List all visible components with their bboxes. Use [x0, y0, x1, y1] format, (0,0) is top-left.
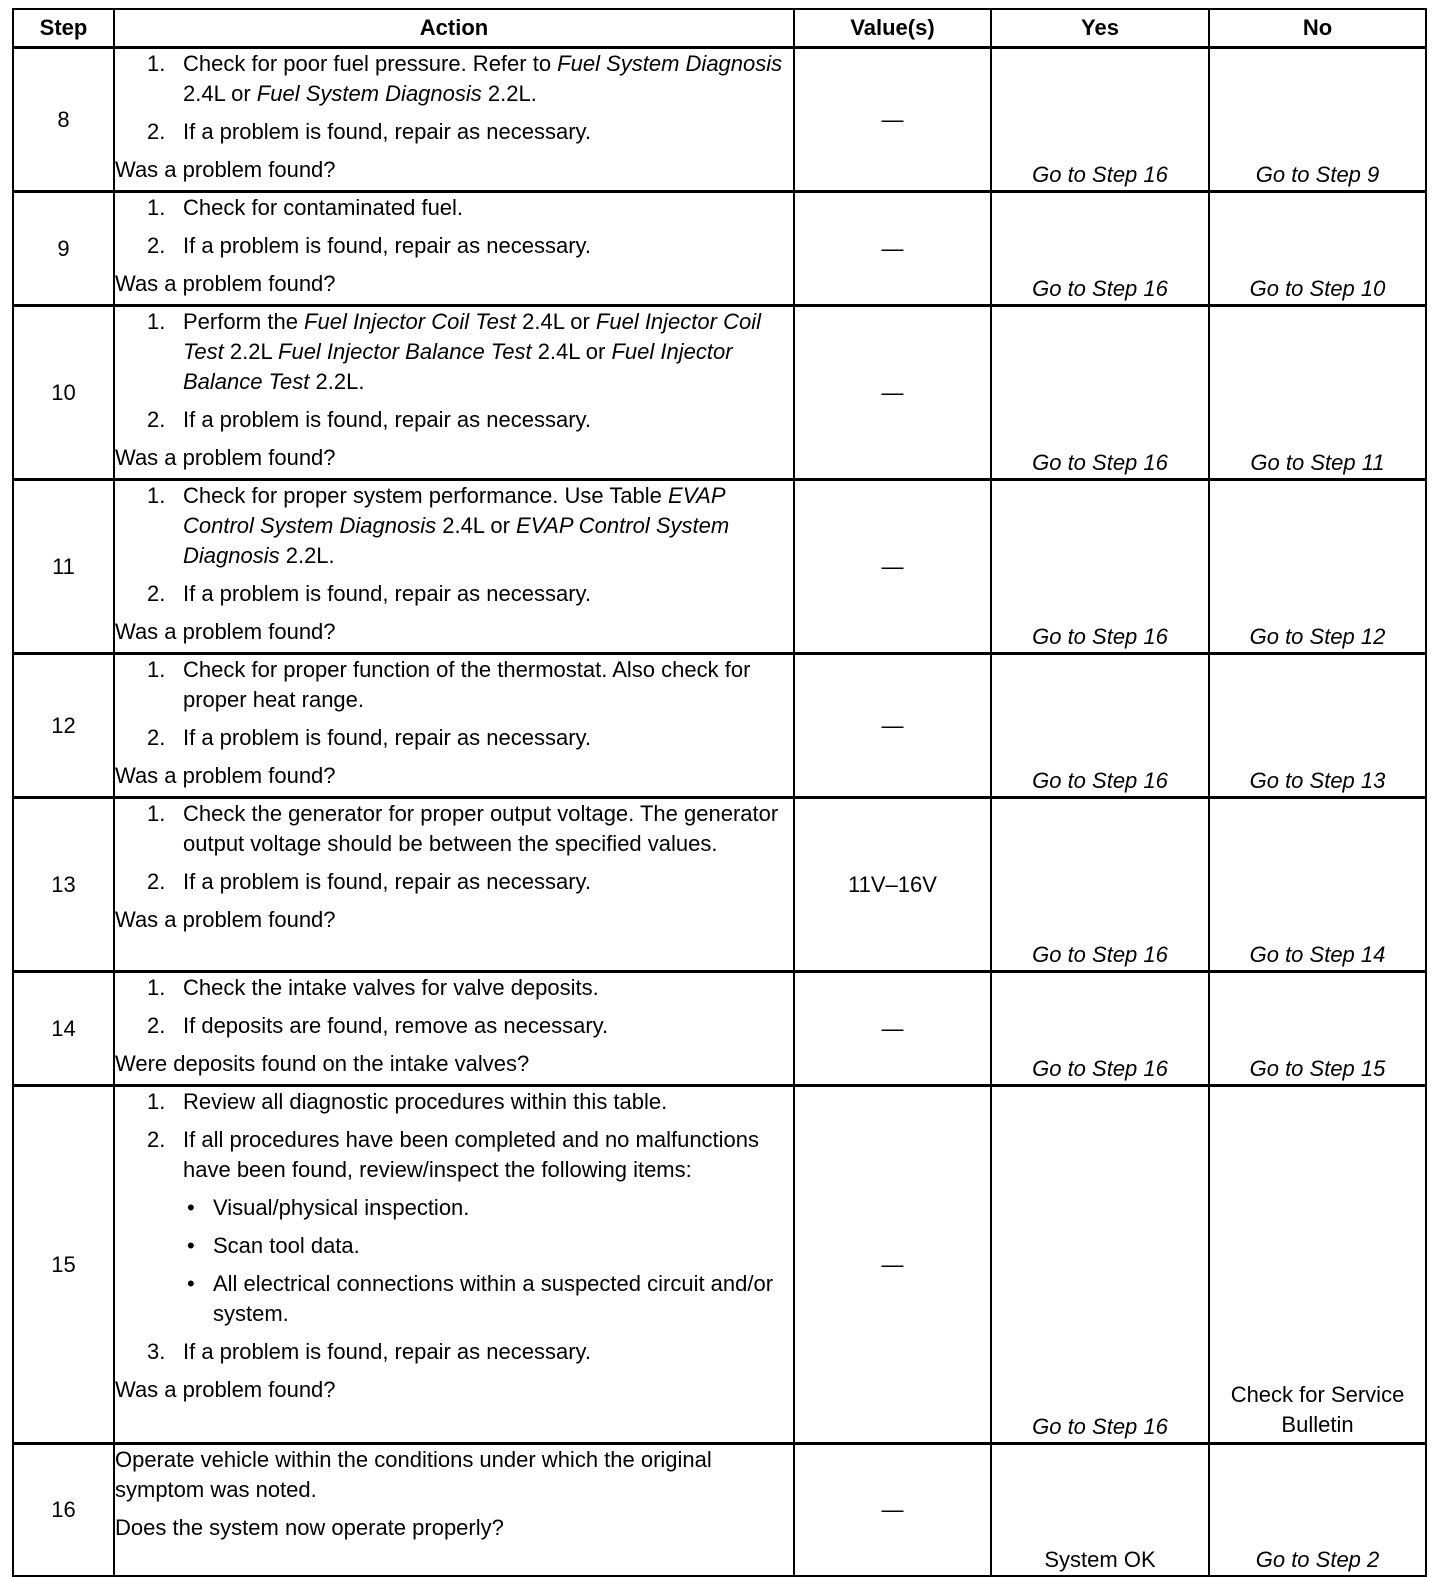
action-cell [114, 798, 794, 972]
action-step [115, 1087, 793, 1117]
action-step-number: 1. [147, 801, 166, 826]
procedure-reference: Fuel Injector Balance Test [183, 339, 733, 394]
action-step-number: 3. [147, 1339, 166, 1364]
step-number: 10 [13, 306, 114, 480]
value-cell: — [794, 654, 991, 798]
action-step [115, 1337, 793, 1367]
action-step-text [183, 51, 782, 106]
action-step-number: 1. [147, 975, 166, 1000]
action-step-number: 1. [147, 195, 166, 220]
table-row [13, 1444, 1426, 1576]
yes-result: Go to Step 16 [991, 480, 1209, 654]
text-fragment: If a problem is found, repair as necessary. [183, 119, 592, 144]
text-fragment: Check for contaminated fuel. [183, 195, 464, 220]
action-step-number: 1. [147, 309, 166, 334]
step-number: 11 [13, 480, 114, 654]
action-step [115, 307, 793, 397]
bullet-icon: • [187, 1271, 195, 1296]
action-step-text [183, 1339, 591, 1364]
action-question: Were deposits found on the intake valves? [115, 1051, 530, 1076]
diagnostic-table [12, 8, 1427, 1577]
action-step-text [183, 1013, 608, 1038]
step-number: 8 [13, 48, 114, 192]
action-step [115, 1125, 793, 1185]
text-fragment: If a problem is found, repair as necessary. [183, 869, 592, 894]
action-step [115, 1011, 793, 1041]
text-fragment: If a problem is found, repair as necessary. [183, 407, 592, 432]
header-no: No [1209, 9, 1426, 48]
inspection-item [115, 1193, 793, 1223]
action-step [115, 405, 793, 435]
action-step [115, 49, 793, 109]
action-step-number: 2. [147, 1013, 166, 1038]
action-step-text [183, 195, 463, 220]
action-step-number: 1. [147, 657, 166, 682]
value-cell: — [794, 1444, 991, 1576]
action-question: Was a problem found? [115, 763, 336, 788]
action-cell [114, 654, 794, 798]
header-yes: Yes [991, 9, 1209, 48]
yes-result: Go to Step 16 [991, 798, 1209, 972]
inspection-item-text: All electrical connections within a suspected circuit and/or system. [213, 1271, 774, 1326]
action-step-number: 2. [147, 869, 166, 894]
text-fragment: If a problem is found, repair as necessary. [183, 233, 592, 258]
table-row [13, 48, 1426, 192]
action-cell [114, 1086, 794, 1444]
yes-result: Go to Step 16 [991, 192, 1209, 306]
table-row [13, 306, 1426, 480]
header-action: Action [114, 9, 794, 48]
step-number: 13 [13, 798, 114, 972]
value-cell: — [794, 48, 991, 192]
step-number: 15 [13, 1086, 114, 1444]
text-fragment: If a problem is found, repair as necessary. [183, 581, 592, 606]
action-question: Was a problem found? [115, 1377, 336, 1402]
action-step-number: 2. [147, 581, 166, 606]
action-cell [114, 306, 794, 480]
yes-result: Go to Step 16 [991, 654, 1209, 798]
text-fragment: 2.4L or [516, 309, 596, 334]
action-step [115, 723, 793, 753]
text-fragment: Perform the [183, 309, 305, 334]
bullet-icon: • [187, 1195, 195, 1220]
action-step-number: 2. [147, 119, 166, 144]
no-result: Go to Step 15 [1209, 972, 1426, 1086]
action-cell [114, 480, 794, 654]
action-step-number: 2. [147, 725, 166, 750]
no-result: Go to Step 2 [1209, 1444, 1426, 1576]
action-step [115, 799, 793, 859]
action-question: Was a problem found? [115, 157, 336, 182]
yes-result: Go to Step 16 [991, 306, 1209, 480]
yes-result: Go to Step 16 [991, 1086, 1209, 1444]
text-fragment: 2.2L. [481, 81, 537, 106]
action-step [115, 655, 793, 715]
table-body [13, 48, 1426, 1576]
action-step-number: 2. [147, 1127, 166, 1152]
text-fragment: 2.4L or [436, 513, 517, 538]
table-row [13, 1086, 1426, 1444]
action-text: Operate vehicle within the conditions under which the original symptom was noted. [115, 1447, 712, 1502]
action-question: Was a problem found? [115, 907, 336, 932]
action-step [115, 973, 793, 1003]
value-cell: — [794, 972, 991, 1086]
action-step [115, 867, 793, 897]
action-cell [114, 972, 794, 1086]
action-step-text [183, 975, 599, 1000]
value-cell: — [794, 306, 991, 480]
text-fragment: Review all diagnostic procedures within this table. [183, 1089, 668, 1114]
text-fragment: Check for proper function of the thermostat. Also check for proper heat range. [183, 657, 751, 712]
action-step-text [183, 483, 729, 568]
procedure-reference: Fuel Injector Coil Test [304, 309, 516, 334]
table-row [13, 480, 1426, 654]
action-step-number: 1. [147, 51, 166, 76]
value-cell: — [794, 480, 991, 654]
action-step-number: 1. [147, 1089, 166, 1114]
no-result: Go to Step 12 [1209, 480, 1426, 654]
action-step-number: 1. [147, 483, 166, 508]
text-fragment: Check the intake valves for valve deposits. [183, 975, 599, 1000]
header-step: Step [13, 9, 114, 48]
action-cell [114, 192, 794, 306]
bullet-icon: • [187, 1233, 195, 1258]
text-fragment: If all procedures have been completed and no malfunctions have been found, review/inspect the following items: [183, 1127, 760, 1182]
no-result: Go to Step 10 [1209, 192, 1426, 306]
action-question: Does the system now operate properly? [115, 1515, 504, 1540]
value-cell: — [794, 192, 991, 306]
yes-result: Go to Step 16 [991, 48, 1209, 192]
step-number: 16 [13, 1444, 114, 1576]
yes-result: Go to Step 16 [991, 972, 1209, 1086]
table-row [13, 192, 1426, 306]
yes-result: System OK [991, 1444, 1209, 1576]
text-fragment: If deposits are found, remove as necessary. [183, 1013, 609, 1038]
no-result: Go to Step 11 [1209, 306, 1426, 480]
action-step [115, 193, 793, 223]
action-step-text [183, 119, 591, 144]
action-step-text [183, 233, 591, 258]
header-values: Value(s) [794, 9, 991, 48]
action-step-text [183, 801, 778, 856]
inspection-item-text: Visual/physical inspection. [213, 1195, 470, 1220]
step-number: 12 [13, 654, 114, 798]
action-step-text [183, 1089, 667, 1114]
action-step-text [183, 1127, 759, 1182]
table-row [13, 798, 1426, 972]
text-fragment: 2.4L or [183, 81, 257, 106]
no-result: Go to Step 9 [1209, 48, 1426, 192]
action-step-text [183, 309, 761, 394]
inspection-item [115, 1231, 793, 1261]
text-fragment: Check the generator for proper output voltage. The generator output voltage should be between the specified values. [183, 801, 779, 856]
action-step-text [183, 657, 750, 712]
action-cell [114, 48, 794, 192]
step-number: 9 [13, 192, 114, 306]
inspection-item-text: Scan tool data. [213, 1233, 360, 1258]
procedure-reference: Fuel System Diagnosis [557, 51, 783, 76]
no-result: Go to Step 13 [1209, 654, 1426, 798]
text-fragment: 2.2L. [309, 369, 365, 394]
procedure-reference: Fuel Injector Balance Test [278, 339, 532, 364]
text-fragment: 2.2L [223, 339, 279, 364]
inspection-item [115, 1269, 793, 1329]
action-step [115, 579, 793, 609]
procedure-reference: Fuel Injector Coil Test [183, 309, 761, 364]
action-step-text [183, 725, 591, 750]
step-number: 14 [13, 972, 114, 1086]
action-question: Was a problem found? [115, 619, 336, 644]
action-step-number: 2. [147, 233, 166, 258]
text-fragment: If a problem is found, repair as necessary. [183, 1339, 592, 1364]
action-question: Was a problem found? [115, 445, 336, 470]
action-cell [114, 1444, 794, 1576]
action-step-text [183, 581, 591, 606]
table-row [13, 972, 1426, 1086]
action-step-number: 2. [147, 407, 166, 432]
action-step-text [183, 407, 591, 432]
no-result: Go to Step 14 [1209, 798, 1426, 972]
text-fragment: Check for proper system performance. Use Table [183, 483, 669, 508]
text-fragment: Check for poor fuel pressure. Refer to [183, 51, 558, 76]
action-step [115, 231, 793, 261]
table-row [13, 654, 1426, 798]
procedure-reference: EVAP Control System Diagnosis [183, 483, 725, 538]
value-cell: 11V–16V [794, 798, 991, 972]
text-fragment: 2.4L or [531, 339, 612, 364]
procedure-reference: EVAP Control System Diagnosis [183, 513, 730, 568]
action-question: Was a problem found? [115, 271, 336, 296]
text-fragment: 2.2L. [279, 543, 335, 568]
action-step [115, 481, 793, 571]
action-step [115, 117, 793, 147]
text-fragment: If a problem is found, repair as necessary. [183, 725, 592, 750]
no-result: Check for Service Bulletin [1209, 1086, 1426, 1444]
value-cell: — [794, 1086, 991, 1444]
action-step-text [183, 869, 591, 894]
procedure-reference: Fuel System Diagnosis [256, 81, 482, 106]
header-row [13, 9, 1426, 48]
